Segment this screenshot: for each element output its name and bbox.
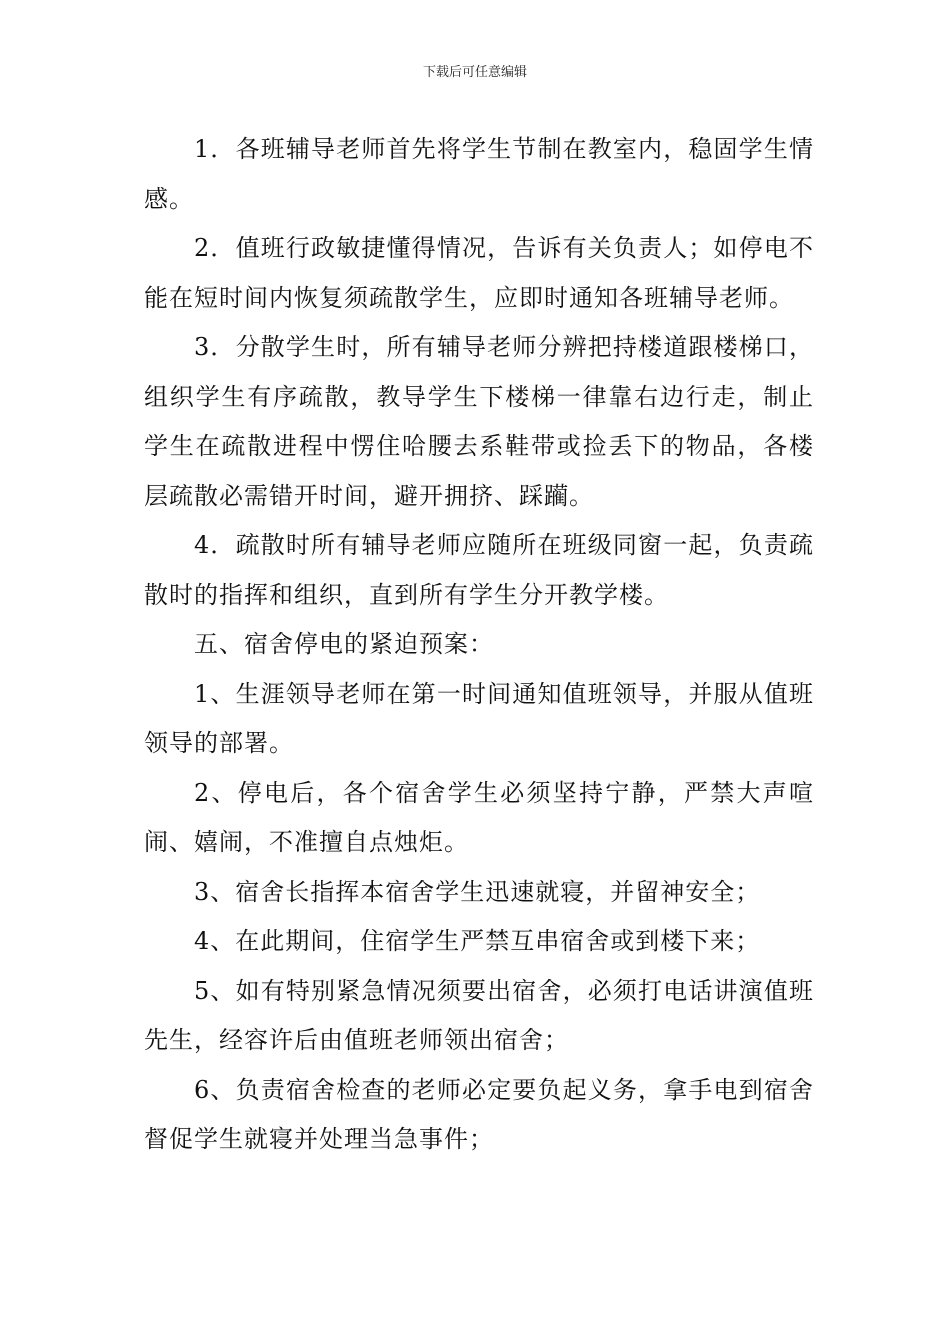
paragraph-3: 3．分散学生时，所有辅导老师分辨把持楼道跟楼梯口，组织学生有序疏散，教导学生下楼梯一律靠右边行走，制止学生在疏散进程中愣住哈腰去系鞋带或捡丢下的物品，各楼层疏散必需错开时间，避开拥挤、踩躏。 — [144, 333, 814, 510]
paragraph-7: 3、宿舍长指挥本宿舍学生迅速就寝，并留神安全； — [194, 877, 761, 906]
paragraph-6: 2、停电后，各个宿舍学生必须坚持宁静，严禁大声喧闹、嬉闹，不准擅自点烛炬。 — [144, 778, 814, 856]
paragraph-2: 2．值班行政敏捷懂得情况，告诉有关负责人；如停电不能在短时间内恢复须疏散学生，应即时通知各班辅导老师。 — [144, 234, 814, 312]
document-body — [144, 125, 814, 1165]
paragraph-8: 4、在此期间，住宿学生严禁互串宿舍或到楼下来； — [194, 927, 761, 955]
paragraph-9: 5、如有特别紧急情况须要出宿舍，必须打电话讲演值班先生，经容许后由值班老师领出宿舍； — [144, 976, 814, 1054]
paragraph-10: 6、负责宿舍检查的老师必定要负起义务，拿手电到宿舍督促学生就寝并处理当急事件； — [144, 1075, 814, 1153]
paragraph-1: 1．各班辅导老师首先将学生节制在教室内，稳固学生情感。 — [144, 135, 814, 213]
section-heading: 五、宿舍停电的紧迫预案： — [194, 630, 494, 658]
paragraph-4: 4．疏散时所有辅导老师应随所在班级同窗一起，负责疏散时的指挥和组织，直到所有学生分开教学楼。 — [144, 531, 814, 609]
page-header: 下载后可任意编辑 — [422, 65, 527, 80]
paragraph-5: 1、生涯领导老师在第一时间通知值班领导，并服从值班领导的部署。 — [144, 679, 814, 757]
